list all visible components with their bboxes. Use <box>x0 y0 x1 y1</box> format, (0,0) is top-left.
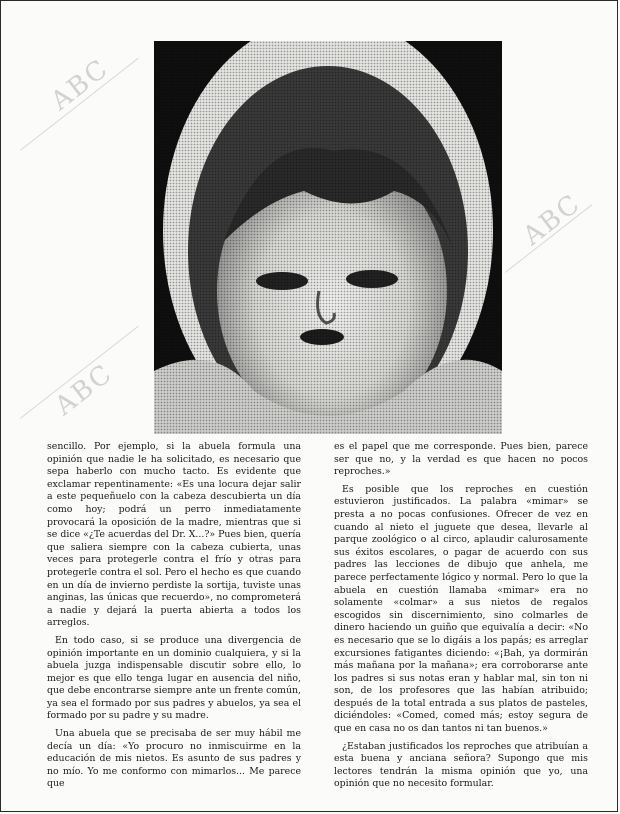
article-paragraph: En todo caso, si se produce una divergencia de opinión importante en un dominio cualquiera, y si la abuela juzga indispensable discutir sobre ello, lo mejor es que ello tenga lugar en ausencia del niño, que debe encontrarse siempre ante un frente común, ya sea el formado por sus padres y abuelos, ya sea el formado por su padre y su madre. <box>47 634 301 722</box>
article-paragraph: Es posible que los reproches en cuestión estuvieron justificados. La palabra «mimar» se presta a no pocas confusiones. Ofrecer de vez en cuando al nieto el juguete que desea, llevarle al parque zoológico o al circo, aplaudir calurosamente sus éxitos escolares, o pagar de acuerdo con sus padres las lecciones de dibujo que anhela, me parece perfectamente lógico y normal. Pero lo que la abuela en cuestión llamaba «mimar» era no solamente «colmar» a sus nietos de regalos escogidos sin discernimiento, sino colmarles de dinero haciendo un guiño que equivalía a decir: «No es necesario que se lo digáis a los papás; es arreglar excursiones fatigantes diciendo: «¡Bah, ya dormirán más mañana por la mañana»; era corroborarse ante los padres si sus notas eran y hablar mal, sin ton ni son, de los profesores que las habían atribuido; después de la total entrada a sus platos de pasteles, diciéndoles: «Comed, comed más; estoy segura de que en casa no os dan tantos ni tan buenos.» <box>334 483 588 735</box>
child-face-image <box>154 41 502 434</box>
article-paragraph: Una abuela que se precisaba de ser muy hábil me decía un día: «Yo procuro no inmiscuirme en la educación de mis nietos. Es asunto de sus padres y no mío. Yo me conformo con mimarlos... Me parece que <box>47 728 301 790</box>
portrait-photo <box>154 41 502 434</box>
article-paragraph: sencillo. Por ejemplo, si la abuela formula una opinión que nadie le ha solicitado, es necesario que sepa haberlo con mucho tacto. Es evidente que exclamar repentinamente: «Es una locura dejar salir a este pequeñuelo con la cabeza descubierta un día como hoy; podrá un perro inmediatamente provocará la oposición de la madre, mientras que si se dice «¿Te acuerdas del Dr. X...?» Pues bien, quería que saliera siempre con la cabeza cubierta, unas veces para protegerle contra el frío y otras para protegerle contra el sol. Pero el hecho es que cuando en un día de invierno perdiste la sortija, tuviste unas anginas, las únicas que recuerdo», no comprometerá a nadie y dejará la puerta abierta a todos los arreglos. <box>47 441 301 629</box>
watermark-bottom-left: ABC <box>49 358 119 422</box>
article-paragraph: ¿Estaban justificados los reproches que atribuían a esta buena y anciana señora? Supongo que mis lectores tendrán la misma opinión que yo, una opinión que no necesito formular. <box>334 740 588 790</box>
article-left-column <box>47 441 301 796</box>
watermark-right: ABC <box>517 188 587 252</box>
article-right-column <box>334 441 588 796</box>
article-paragraph: es el papel que me corresponde. Pues bien, parece ser que no, y la verdad es que hacen no pocos reproches.» <box>334 441 588 478</box>
watermark-top-left: ABC <box>45 53 115 117</box>
